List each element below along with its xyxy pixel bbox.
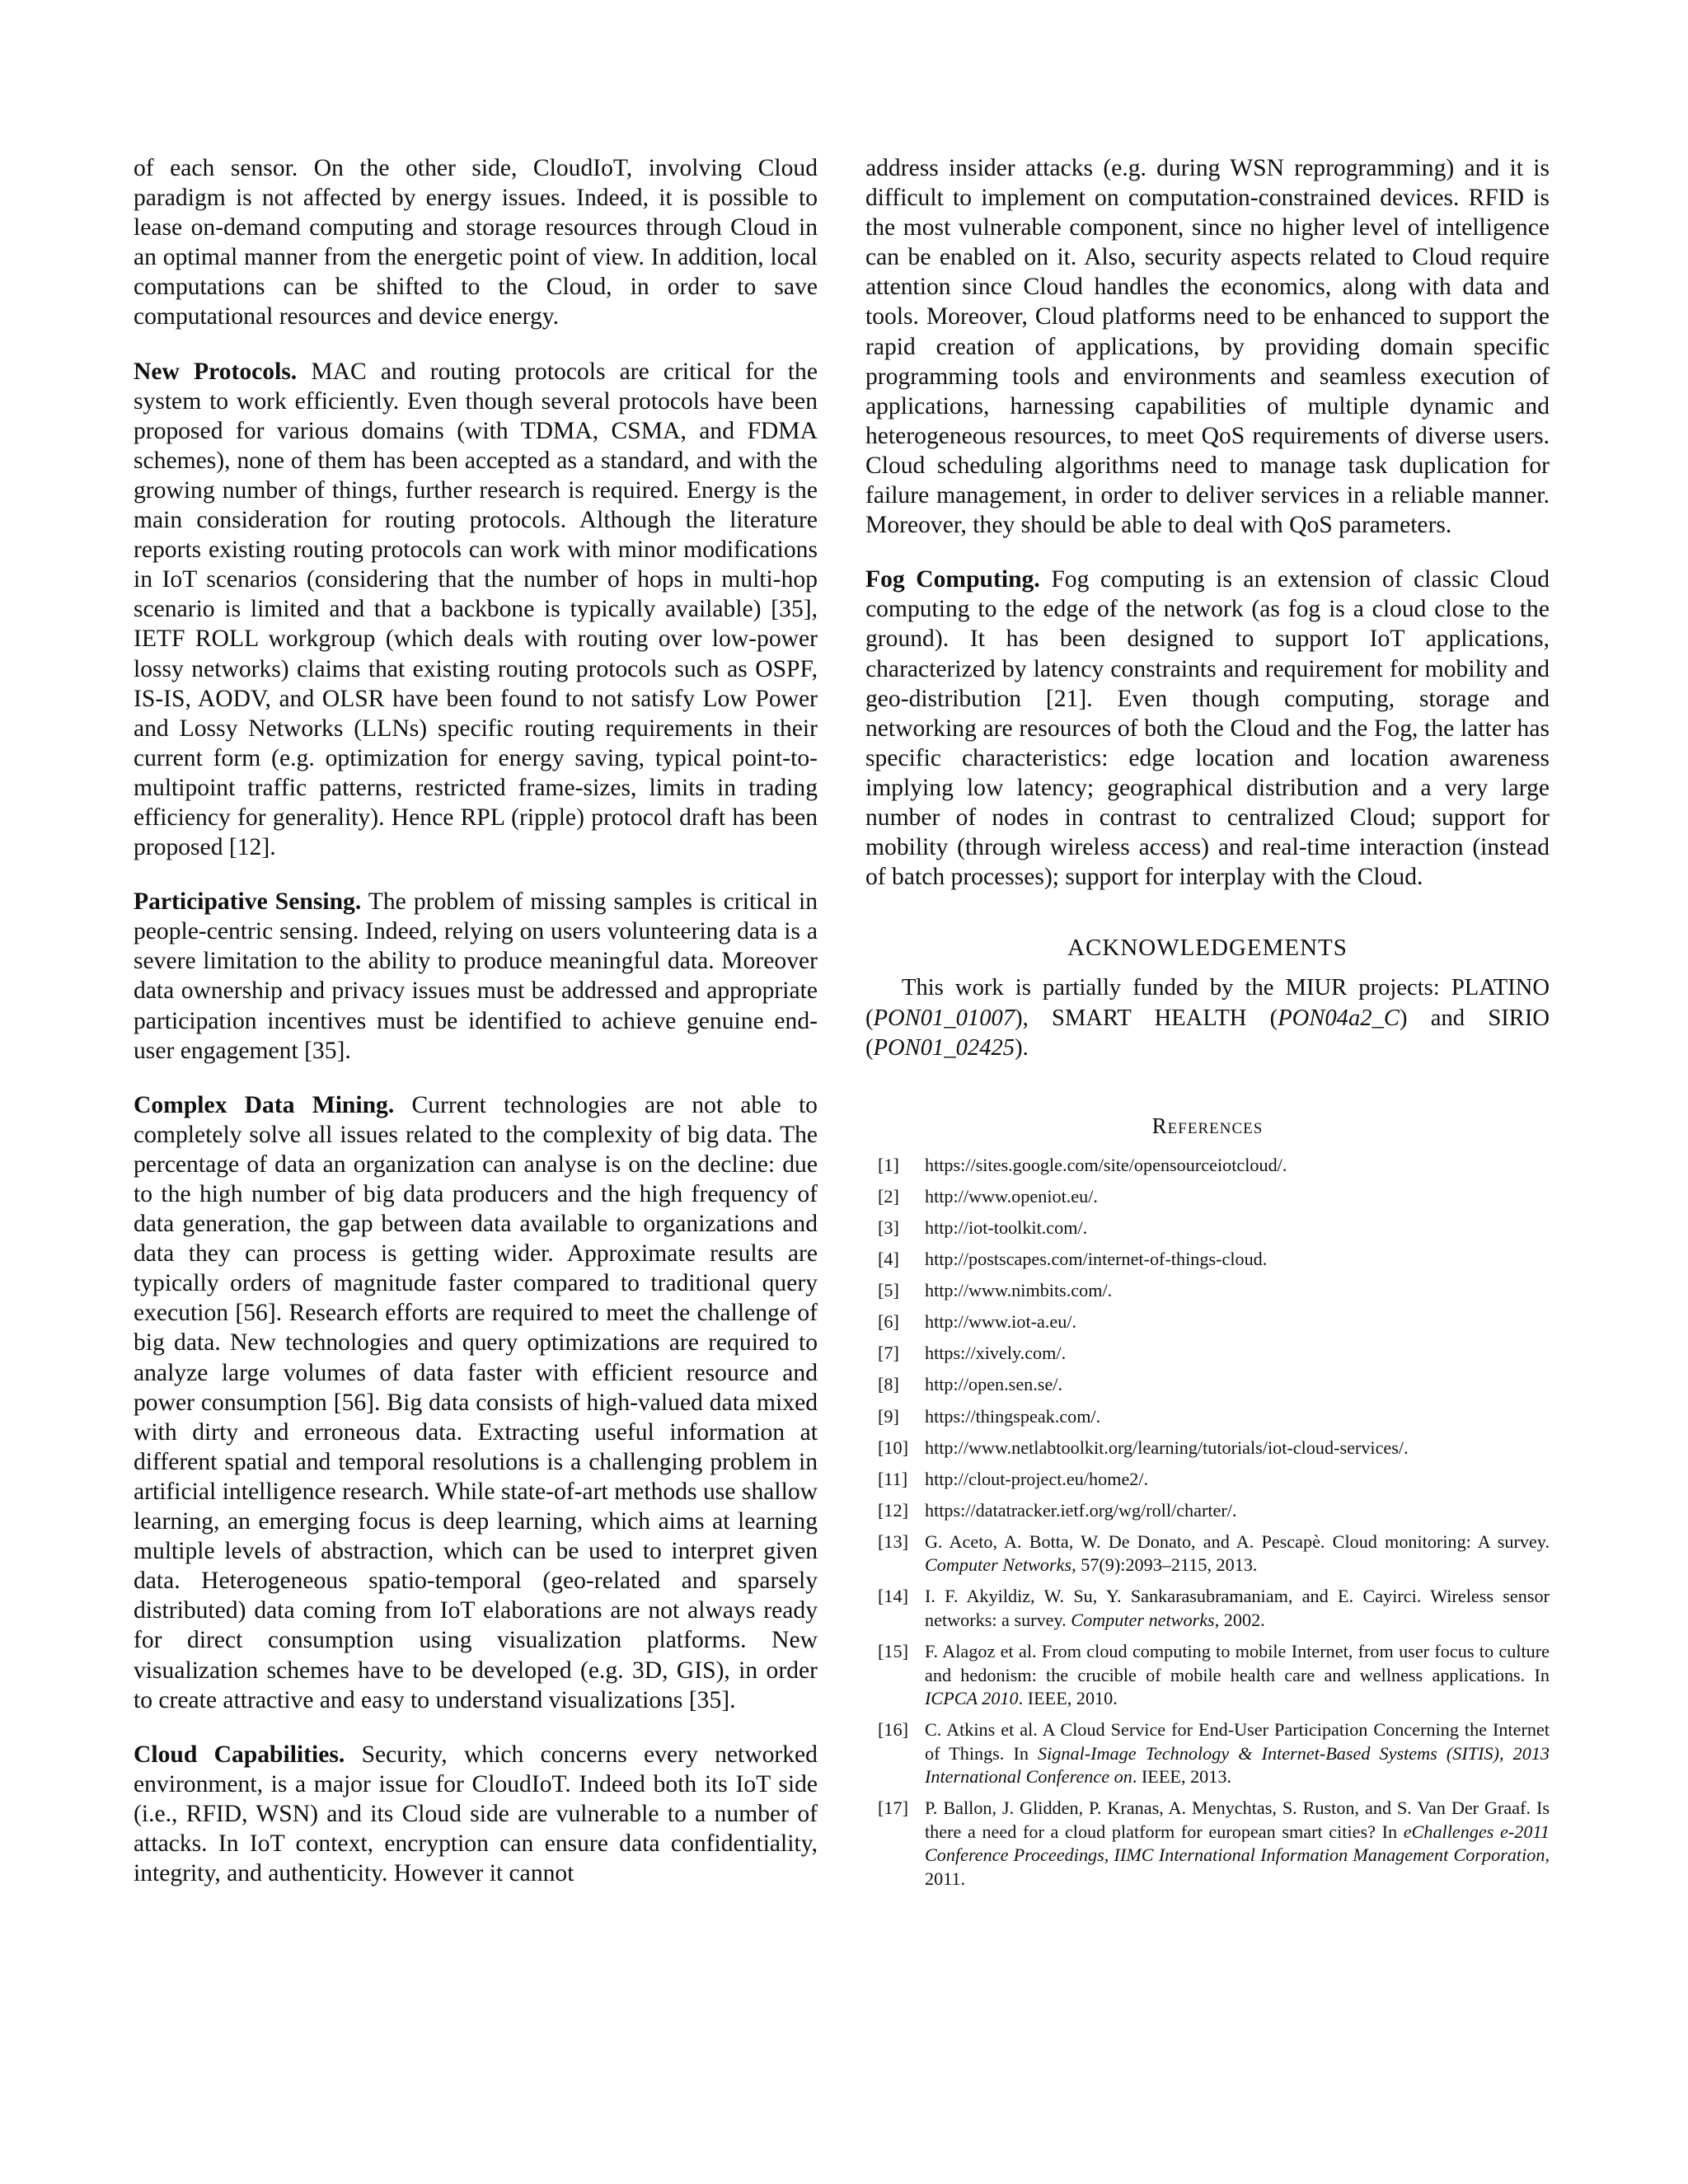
reference-number: [3] bbox=[878, 1216, 899, 1238]
ack-text-4: ). bbox=[1015, 1035, 1029, 1062]
reference-number: [13] bbox=[878, 1530, 908, 1552]
reference-text: . IEEE, 2010. bbox=[1018, 1688, 1118, 1709]
reference-text[interactable]: http://open.sen.se/. bbox=[925, 1374, 1063, 1395]
reference-text: , 57(9):2093–2115, 2013. bbox=[1071, 1554, 1258, 1576]
reference-number: [15] bbox=[878, 1641, 908, 1662]
reference-number: [14] bbox=[878, 1586, 908, 1607]
reference-item bbox=[865, 1585, 1550, 1632]
left_column-paragraph bbox=[134, 153, 818, 332]
reference-number: [12] bbox=[878, 1499, 908, 1521]
paragraph-text: The problem of missing samples is critical in people-centric sensing. Indeed, relying on users volunteering data is a severe limitation to the ability to produce meaningful data. Moreover data ownership and privacy issues must be addressed and appropriate participation incentives must be identified to achieve genuine end-user engagement [35]. bbox=[134, 888, 818, 1064]
project-code-smart-health: PON04a2_C bbox=[1278, 1005, 1400, 1031]
reference-number: [7] bbox=[878, 1343, 899, 1364]
reference-number: [16] bbox=[878, 1719, 908, 1741]
left-column bbox=[134, 153, 818, 1913]
left_column-paragraph bbox=[134, 1090, 818, 1715]
reference-item bbox=[865, 1718, 1550, 1789]
reference-item bbox=[865, 1373, 1550, 1397]
ack-text-1: This work is partially funded by the MIUR projects: PLATINO ( bbox=[865, 975, 1550, 1031]
right-column bbox=[865, 153, 1550, 1899]
reference-venue: ICPCA 2010 bbox=[925, 1688, 1019, 1709]
paragraph-heading: Cloud Capabilities. bbox=[134, 1741, 345, 1768]
reference-text[interactable]: http://clout-project.eu/home2/. bbox=[925, 1468, 1149, 1489]
reference-item bbox=[865, 1640, 1550, 1711]
reference-number: [8] bbox=[878, 1374, 899, 1395]
project-code-sirio: PON01_02425 bbox=[873, 1035, 1015, 1062]
reference-item bbox=[865, 1499, 1550, 1523]
right-paragraphs bbox=[865, 153, 1550, 892]
acknowledgements-heading: ACKNOWLEDGEMENTS bbox=[1067, 935, 1348, 962]
paragraph-text: Current technologies are not able to completely solve all issues related to the complexity of big data. The percentage of data an organization can analyse is on the decline: due to the high number of big data producers and the high frequency of data generation, the gap between data available to organizations and data they can process is getting wider. Approximate results are typically orders of magnitude faster compared to traditional query execution [56]. Research efforts are required to meet the challenge of big data. New technologies and query optimizations are required to analyze large volumes of data faster with efficient resource and power consumption [56]. Big data consists of high-valued data mixed with dirty and erroneous data. Extracting useful information at different spatial and temporal resolutions is a challenging problem in artificial intelligence research. While state-of-art methods use shallow learning, an emerging focus is deep learning, which aims at learning multiple levels of abstraction, which can be used to interpret given data. Heterogeneous spatio-temporal (geo-related and sparsely distributed) data coming from IoT elaborations are not always ready for direct consumption using visualization platforms. New visualization schemes have to be developed (e.g. 3D, GIS), in order to create attractive and easy to understand visualizations [35]. bbox=[134, 1091, 818, 1713]
reference-item bbox=[865, 1797, 1550, 1891]
left_column-paragraph bbox=[134, 357, 818, 863]
reference-number: [1] bbox=[878, 1154, 899, 1175]
reference-item bbox=[865, 1248, 1550, 1272]
reference-venue: Computer Networks bbox=[925, 1554, 1072, 1576]
reference-item bbox=[865, 1436, 1550, 1460]
reference-number: [6] bbox=[878, 1311, 899, 1333]
reference-text: F. Alagoz et al. From cloud computing to mobile Internet, from user focus to culture and hedonism: the crucible of mobile health care and wellness applications. In bbox=[925, 1641, 1550, 1685]
reference-item bbox=[865, 1530, 1550, 1577]
reference-text[interactable]: http://postscapes.com/internet-of-things-cloud. bbox=[925, 1249, 1268, 1270]
right_column-paragraph bbox=[865, 153, 1550, 540]
paragraph-text: Fog computing is an extension of classic Cloud computing to the edge of the network (as fog is a cloud close to the ground). It has been designed to support IoT applications, characterized by latency constraints and requirement for mobility and geo-distribution [21]. Even though computing, storage and networking are resources of both the Cloud and the Fog, the latter has specific characteristics: edge location and location awareness implying low latency; geographical distribution and a very large number of nodes in contrast to centralized Cloud; support for mobility (through wireless access) and real-time interaction (instead of batch processes); support for interplay with the Cloud. bbox=[865, 566, 1550, 891]
references-heading: References bbox=[1151, 1113, 1264, 1138]
reference-text: C. Atkins et al. A Cloud Service for End-User Participation Concerning the Internet of Things. In bbox=[925, 1719, 1550, 1764]
reference-text[interactable]: http://www.nimbits.com/. bbox=[925, 1280, 1113, 1301]
reference-venue: eChallenges e-2011 Conference Proceedings, IIMC International Information Management Corporation bbox=[925, 1821, 1550, 1866]
reference-item bbox=[865, 1405, 1550, 1429]
reference-text: I. F. Akyildiz, W. Su, Y. Sankarasubramaniam, and E. Cayirci. Wireless sensor networks: a survey. bbox=[925, 1586, 1550, 1630]
reference-text: P. Ballon, J. Glidden, P. Kranas, A. Menychtas, S. Ruston, and S. Van Der Graaf. Is there a need for a cloud platform for european smart cities? In bbox=[925, 1797, 1550, 1842]
right_column-paragraph bbox=[865, 565, 1550, 892]
reference-number: [4] bbox=[878, 1249, 899, 1270]
paragraph-text: Security, which concerns every networked environment, is a major issue for CloudIoT. Indeed both its IoT side (i.e., RFID, WSN) and its Cloud side are vulnerable to a number of attacks. In IoT context, encryption can ensure data confidentiality, integrity, and authenticity. However it cannot bbox=[134, 1741, 818, 1887]
reference-number: [5] bbox=[878, 1280, 899, 1301]
paragraph-heading: Complex Data Mining. bbox=[134, 1091, 395, 1118]
reference-number: [10] bbox=[878, 1436, 908, 1458]
reference-item bbox=[865, 1216, 1550, 1240]
reference-venue: Computer networks bbox=[1071, 1609, 1215, 1630]
project-code-platino: PON01_01007 bbox=[873, 1005, 1015, 1031]
reference-number: [17] bbox=[878, 1797, 908, 1819]
reference-text[interactable]: https://thingspeak.com/. bbox=[925, 1405, 1101, 1427]
reference-text: G. Aceto, A. Botta, W. De Donato, and A. Pescapè. Cloud monitoring: A survey. bbox=[925, 1530, 1550, 1552]
reference-item bbox=[865, 1310, 1550, 1334]
reference-text[interactable]: http://www.iot-a.eu/. bbox=[925, 1311, 1077, 1333]
acknowledgements-text bbox=[865, 973, 1550, 1064]
left_column-paragraph bbox=[134, 1740, 818, 1888]
paragraph-text: MAC and routing protocols are critical for the system to work efficiently. Even though several protocols have been proposed for various domains (with TDMA, CSMA, and FDMA schemes), none of them has been accepted as a standard, and with the growing number of things, further research is required. Energy is the main consideration for routing protocols. Although the literature reports existing routing protocols can work with minor modifications in IoT scenarios (considering that the number of hops in multi-hop scenario is limited and that a backbone is typically available) [35], IETF ROLL workgroup (which deals with routing over low-power lossy networks) claims that existing routing protocols such as OSPF, IS-IS, AODV, and OLSR have been found to not satisfy Low Power and Lossy Networks (LLNs) specific routing requirements in their current form (e.g. optimization for energy saving, typical point-to-multipoint traffic patterns, restricted frame-sizes, limits in trading efficiency for generality). Hence RPL (ripple) protocol draft has been proposed [12]. bbox=[134, 358, 818, 861]
paragraph-text: of each sensor. On the other side, CloudIoT, involving Cloud paradigm is not affected by energy issues. Indeed, it is possible to lease on-demand computing and storage resources through Cloud in an optimal manner from the energetic point of view. In addition, local computations can be shifted to the Cloud, in order to save computational resources and device energy. bbox=[134, 155, 818, 330]
references-list bbox=[865, 1154, 1550, 1891]
reference-item bbox=[865, 1342, 1550, 1366]
reference-venue: Signal-Image Technology & Internet-Based Systems (SITIS), 2013 International Conference on bbox=[925, 1742, 1550, 1788]
reference-number: [2] bbox=[878, 1185, 899, 1207]
reference-text[interactable]: https://datatracker.ietf.org/wg/roll/charter/. bbox=[925, 1499, 1237, 1521]
reference-number: [11] bbox=[878, 1468, 908, 1489]
reference-item bbox=[865, 1185, 1550, 1209]
reference-item bbox=[865, 1279, 1550, 1303]
paragraph-heading: Participative Sensing. bbox=[134, 888, 362, 916]
reference-text: , 2002. bbox=[1214, 1609, 1265, 1630]
paragraph-text: address insider attacks (e.g. during WSN reprogramming) and it is difficult to implement on computation-constrained devices. RFID is the most vulnerable component, since no higher level of intelligence can be enabled on it. Also, security aspects related to Cloud require attention since Cloud handles the economics, along with data and tools. Moreover, Cloud platforms need to be enhanced to support the rapid creation of applications, by providing domain specific programming tools and environments and seamless execution of applications, harnessing capabilities of multiple dynamic and heterogeneous resources, to meet QoS requirements of diverse users. Cloud scheduling algorithms need to manage task duplication for failure management, in order to deliver services in a reliable manner. Moreover, they should be able to deal with QoS parameters. bbox=[865, 155, 1550, 539]
reference-item bbox=[865, 1468, 1550, 1492]
reference-text[interactable]: https://sites.google.com/site/opensourceiotcloud/. bbox=[925, 1154, 1287, 1175]
reference-text[interactable]: http://www.netlabtoolkit.org/learning/tutorials/iot-cloud-services/. bbox=[925, 1436, 1409, 1458]
ack-text-2: ), SMART HEALTH ( bbox=[1015, 1005, 1278, 1031]
reference-item bbox=[865, 1154, 1550, 1178]
paragraph-heading: New Protocols. bbox=[134, 358, 298, 385]
reference-text: , 2011. bbox=[925, 1844, 1550, 1889]
reference-number: [9] bbox=[878, 1405, 899, 1427]
reference-text: . IEEE, 2013. bbox=[1132, 1766, 1231, 1788]
paragraph-heading: Fog Computing. bbox=[865, 566, 1040, 593]
reference-text[interactable]: http://www.openiot.eu/. bbox=[925, 1185, 1098, 1207]
reference-text[interactable]: https://xively.com/. bbox=[925, 1343, 1067, 1364]
left_column-paragraph bbox=[134, 887, 818, 1066]
reference-text[interactable]: http://iot-toolkit.com/. bbox=[925, 1216, 1088, 1238]
ack-text-3: ) and SIRIO ( bbox=[865, 1005, 1550, 1062]
